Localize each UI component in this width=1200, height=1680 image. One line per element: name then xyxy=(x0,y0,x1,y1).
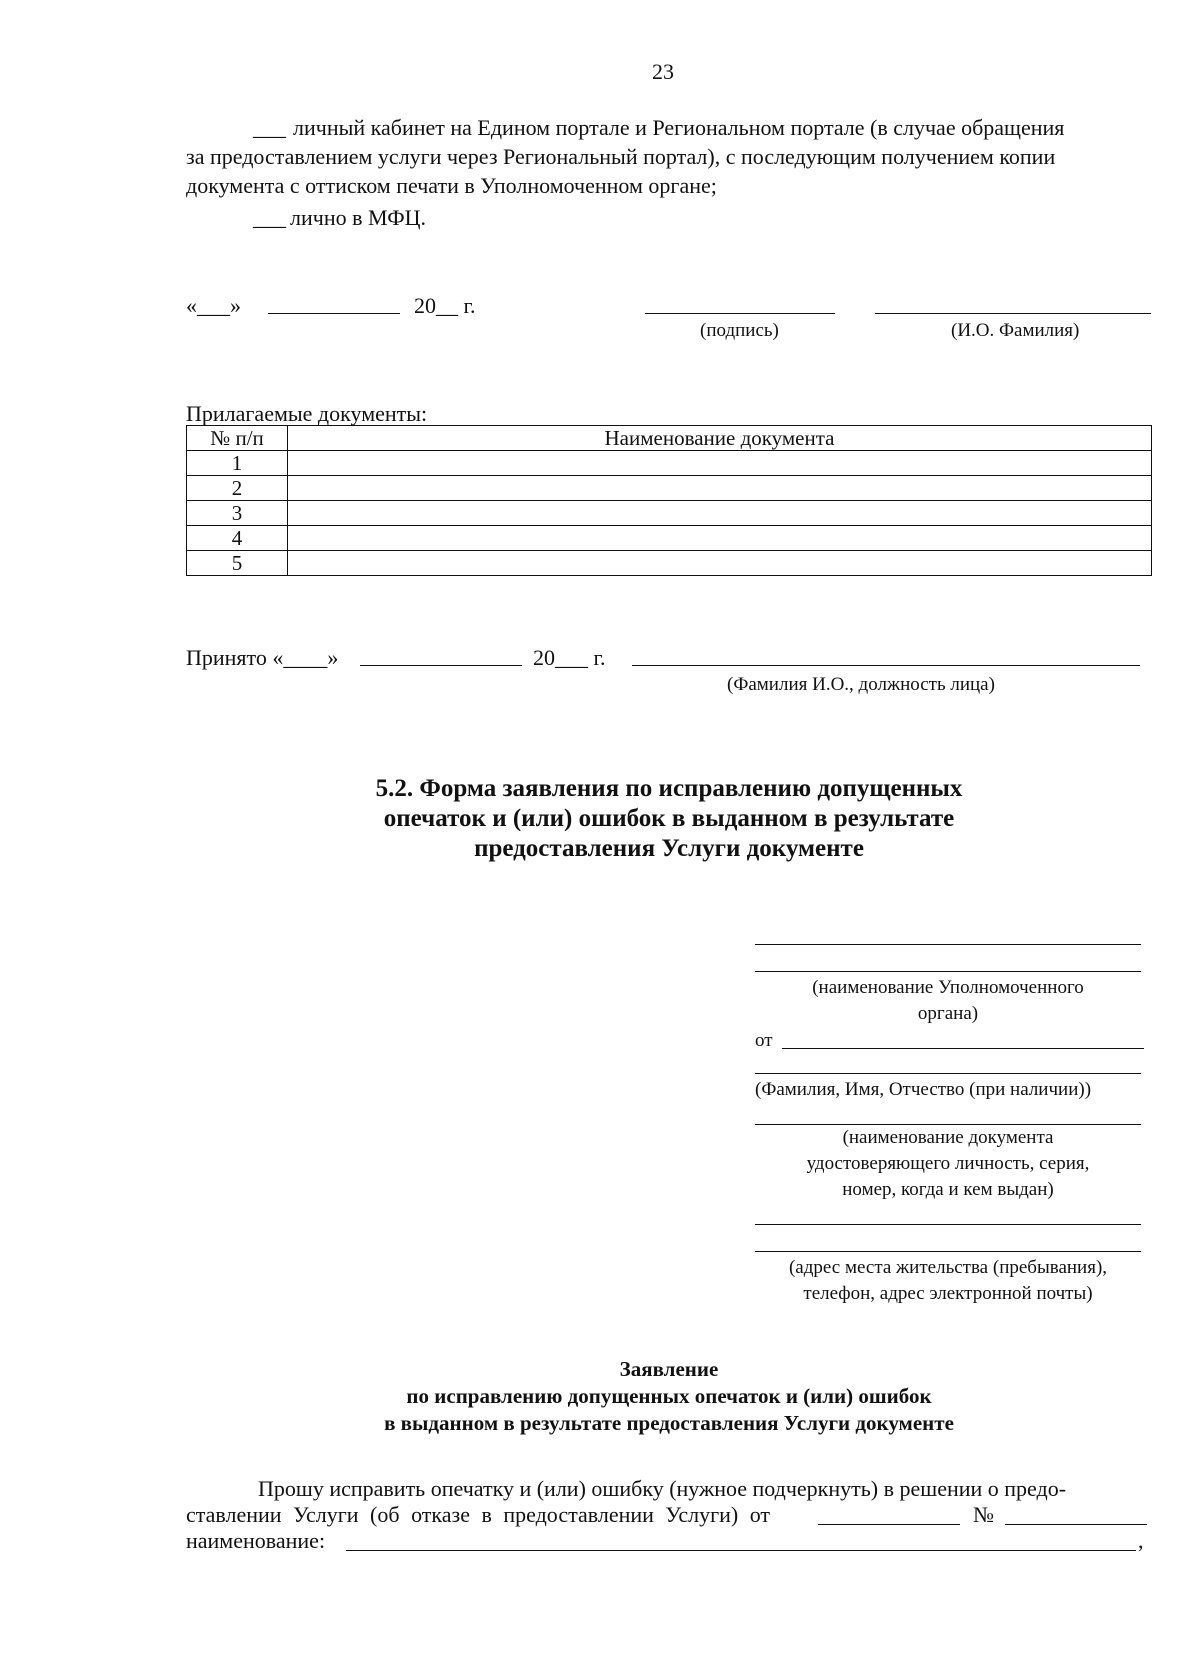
statement-title-line2: по исправлению допущенных опечаток и (или) ошибок xyxy=(406,1384,932,1408)
row-number: 2 xyxy=(187,476,288,501)
from-line xyxy=(782,1048,1144,1049)
option-personal-account-blank: ___ xyxy=(253,115,286,140)
decision-date-line xyxy=(818,1524,960,1525)
name-caption: (И.О. Фамилия) xyxy=(951,320,1080,341)
table-row xyxy=(187,551,1152,576)
attachments-title: Прилагаемые документы: xyxy=(186,401,428,426)
document-name-cell xyxy=(288,526,1152,551)
section-title xyxy=(186,774,1152,864)
accepted-label: Принято «____» xyxy=(186,645,339,670)
address-line-2 xyxy=(755,1251,1141,1252)
option-personal-account-line3: документа с оттиском печати в Уполномоченном органе; xyxy=(186,173,717,198)
statement-body-line2: ставлении Услуги (об отказе в предоставлении Услуги) от xyxy=(186,1502,771,1527)
option-mfc-blank: ___ xyxy=(253,205,286,230)
document-name-cell xyxy=(288,451,1152,476)
signature-caption: (подпись) xyxy=(700,320,779,341)
decision-number-label: № xyxy=(973,1502,994,1527)
document-name-cell xyxy=(288,476,1152,501)
column-header-number: № п/п xyxy=(187,426,288,451)
statement-body-line1: Прошу исправить опечатку и (или) ошибку (нужное подчеркнуть) в решении о предо- xyxy=(258,1476,1067,1501)
id-caption-line2: удостоверяющего личность, серия, xyxy=(806,1153,1090,1174)
date-day: «___» xyxy=(186,293,241,318)
authority-caption xyxy=(755,975,1141,1027)
section-title-line3: предоставления Услуги документе xyxy=(474,835,864,862)
address-caption-line1: (адрес места жительства (пребывания), xyxy=(788,1257,1108,1278)
address-caption-line2: телефон, адрес электронной почты) xyxy=(803,1283,1093,1304)
option-personal-account-line2: за предоставлением услуги через Региональный портал), с последующим получением копии xyxy=(186,144,1056,169)
decision-number-line xyxy=(1005,1524,1147,1525)
document-name-line xyxy=(346,1550,1136,1551)
column-header-document-name: Наименование документа xyxy=(288,426,1152,451)
table-header-row xyxy=(187,426,1152,451)
fio-line xyxy=(755,1073,1141,1074)
page-number: 23 xyxy=(652,59,674,84)
document-name-cell xyxy=(288,551,1152,576)
row-number: 1 xyxy=(187,451,288,476)
attachments-table xyxy=(186,425,1152,576)
row-number: 4 xyxy=(187,526,288,551)
authority-caption-line2: органа) xyxy=(917,1003,979,1024)
date-month-line xyxy=(268,313,400,314)
section-title-line2: опечаток и (или) ошибок в выданном в результате xyxy=(383,805,955,832)
row-number: 5 xyxy=(187,551,288,576)
authority-line-2 xyxy=(755,971,1141,972)
authority-line-1 xyxy=(755,944,1141,945)
from-label: от xyxy=(755,1030,773,1051)
id-caption-line1: (наименование документа xyxy=(842,1127,1054,1148)
accepted-caption: (Фамилия И.О., должность лица) xyxy=(727,674,995,695)
option-mfc-text: лично в МФЦ. xyxy=(290,205,427,230)
fio-caption: (Фамилия, Имя, Отчество (при наличии)) xyxy=(755,1079,1092,1100)
statement-title xyxy=(186,1356,1152,1437)
address-line-1 xyxy=(755,1224,1141,1225)
signature-line xyxy=(645,313,835,314)
accepted-year: 20___ г. xyxy=(533,645,606,670)
table-row xyxy=(187,526,1152,551)
accepted-person-line xyxy=(632,665,1140,666)
accepted-month-line xyxy=(360,665,522,666)
statement-title-line1: Заявление xyxy=(619,1357,719,1381)
id-document-caption xyxy=(755,1125,1141,1203)
table-row xyxy=(187,476,1152,501)
date-year: 20__ г. xyxy=(414,293,476,318)
row-number: 3 xyxy=(187,501,288,526)
option-personal-account-line1: личный кабинет на Едином портале и Региональном портале (в случае обращения xyxy=(293,115,1065,140)
table-row xyxy=(187,501,1152,526)
authority-caption-line1: (наименование Уполномоченного xyxy=(812,977,1084,998)
id-caption-line3: номер, когда и кем выдан) xyxy=(842,1179,1054,1200)
section-title-line1: 5.2. Форма заявления по исправлению допущенных xyxy=(375,775,963,802)
document-name-end: , xyxy=(1138,1528,1144,1553)
document-name-cell xyxy=(288,501,1152,526)
address-caption xyxy=(755,1255,1141,1307)
document-name-label: наименование: xyxy=(186,1528,326,1553)
table-row xyxy=(187,451,1152,476)
name-line xyxy=(875,313,1151,314)
statement-title-line3: в выданном в результате предоставления Услуги документе xyxy=(384,1411,954,1435)
